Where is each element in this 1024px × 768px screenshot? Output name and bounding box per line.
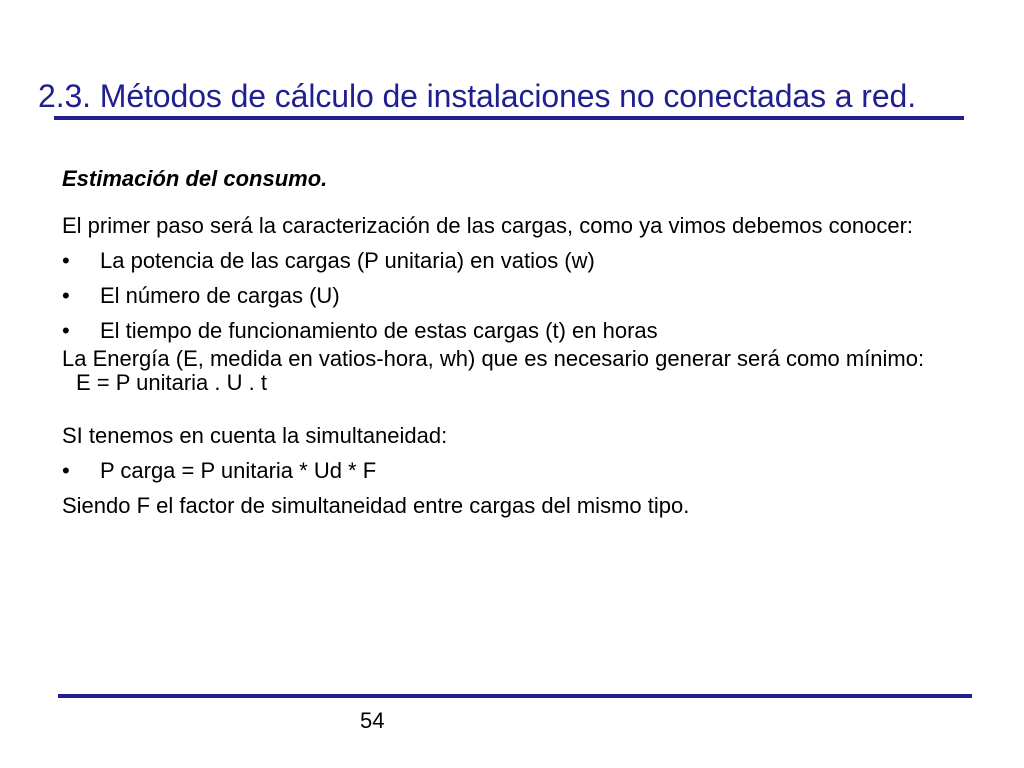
section-subheading: Estimación del consumo. — [62, 166, 328, 191]
bullet-item — [62, 459, 962, 483]
closing-paragraph: Siendo F el factor de simultaneidad entre cargas del mismo tipo. — [62, 493, 690, 518]
slide-content — [62, 166, 962, 529]
bullet-item — [62, 249, 962, 273]
energy-formula: E = P unitaria . U . t — [76, 370, 267, 395]
simultaneity-intro: SI tenemos en cuenta la simultaneidad: — [62, 423, 448, 448]
bullet-text: El tiempo de funcionamiento de estas cargas (t) en horas — [100, 318, 658, 343]
title-divider — [54, 116, 964, 120]
bullet-icon: • — [62, 283, 70, 308]
energy-paragraph — [62, 347, 962, 395]
energy-text: La Energía (E, medida en vatios-hora, wh) que es necesario generar será como mínimo: — [62, 346, 925, 371]
bullet-icon: • — [62, 458, 70, 483]
bullet-icon: • — [62, 318, 70, 343]
bullet-text: P carga = P unitaria * Ud * F — [100, 458, 377, 483]
bullet-text: El número de cargas (U) — [100, 283, 340, 308]
bullet-item — [62, 284, 962, 308]
bullet-text: La potencia de las cargas (P unitaria) en vatios (w) — [100, 248, 595, 273]
slide-title: 2.3. Métodos de cálculo de instalaciones no conectadas a red. — [38, 78, 917, 114]
page-number: 54 — [360, 708, 385, 733]
bullet-item — [62, 319, 962, 343]
footer-divider — [58, 694, 972, 698]
intro-paragraph: El primer paso será la caracterización de las cargas, como ya vimos debemos conocer: — [62, 213, 914, 238]
bullet-icon: • — [62, 248, 70, 273]
